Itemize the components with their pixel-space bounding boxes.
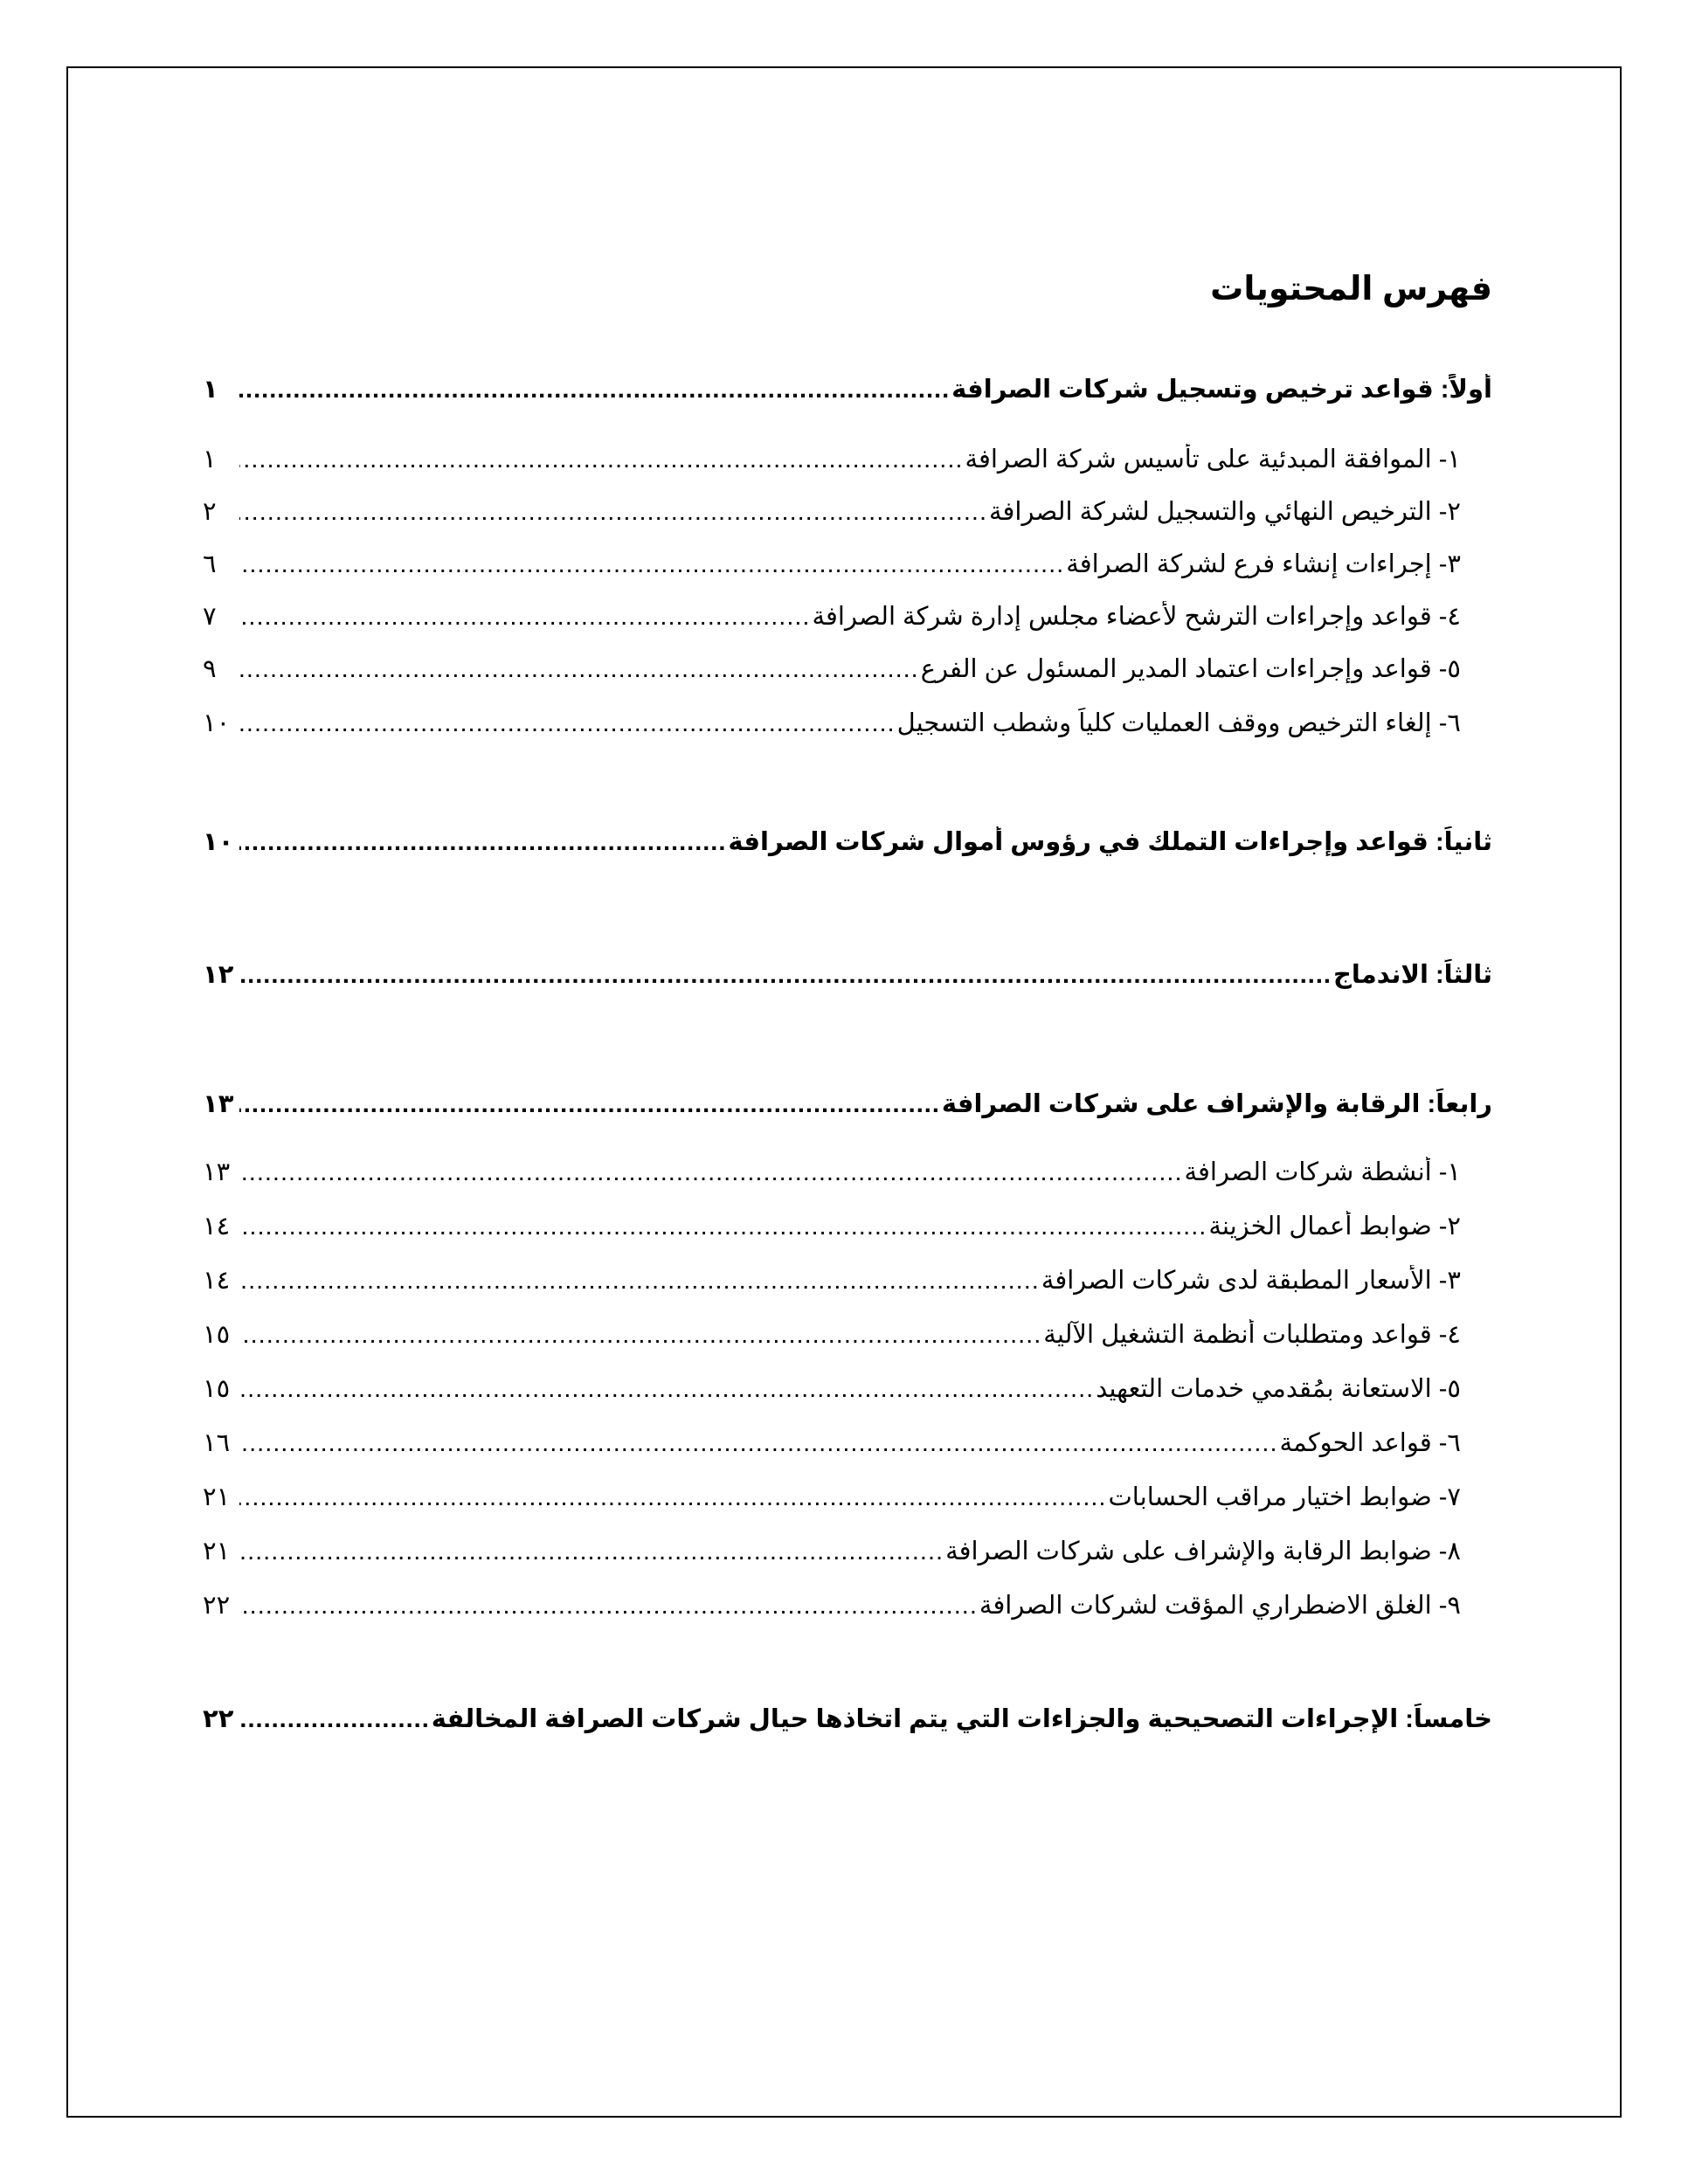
toc-entry-section-4[interactable] — [203, 1089, 1492, 1130]
toc-entry-page: ٩ — [203, 655, 217, 683]
toc-entry-text: ثالثاً: الاندماج — [1332, 961, 1492, 989]
toc-entry-text: ٣- إجراءات إنشاء فرع لشركة الصرافة — [1066, 550, 1461, 578]
toc-entry-1-3[interactable] — [203, 549, 1461, 591]
toc-entry-4-3[interactable] — [203, 1265, 1461, 1307]
toc-entry-text: ٤- قواعد ومتطلبات أنظمة التشغيل الآلية — [1043, 1321, 1461, 1349]
toc-leader-dots — [239, 961, 1332, 990]
toc-entry-text: ٩- الغلق الاضطراري المؤقت لشركات الصرافة — [979, 1592, 1461, 1620]
toc-entry-4-1[interactable] — [203, 1157, 1461, 1199]
toc-entry-page: ٦ — [203, 550, 217, 578]
toc-entry-4-8[interactable] — [203, 1536, 1461, 1578]
toc-entry-page: ٢١ — [203, 1538, 231, 1565]
toc-entry-page: ١٤ — [203, 1267, 231, 1295]
toc-entry-text: ٦- إلغاء الترخيص ووقف العمليات كلياً وشطب التسجيل — [896, 709, 1461, 737]
toc-entry-page: ٢ — [203, 498, 217, 526]
toc-entry-text: ١- أنشطة شركات الصرافة — [1184, 1158, 1461, 1186]
toc-entry-page: ١٠ — [203, 709, 231, 737]
toc-entry-1-1[interactable] — [203, 444, 1461, 486]
toc-entry-1-4[interactable] — [203, 601, 1461, 643]
toc-entry-4-7[interactable] — [203, 1482, 1461, 1524]
toc-entry-text: ٦- قواعد الحوكمة — [1279, 1429, 1461, 1457]
toc-entry-page: ٢٢ — [203, 1592, 231, 1620]
toc-entry-text: أولاً: قواعد ترخيص وتسجيل شركات الصرافة — [951, 376, 1492, 404]
toc-entry-text: ٨- ضوابط الرقابة والإشراف على شركات الصرافة — [945, 1538, 1461, 1565]
toc-leader-dots — [239, 1213, 1207, 1241]
toc-entry-section-1[interactable] — [203, 374, 1492, 416]
toc-entry-text: خامساً: الإجراءات التصحيحية والجزاءات التي يتم اتخاذها حيال شركات الصرافة المخالفة — [431, 1705, 1492, 1733]
toc-entry-text: ٢- الترخيص النهائي والتسجيل لشركة الصرافة — [989, 498, 1461, 526]
toc-entry-page: ١٣ — [203, 1158, 231, 1186]
toc-leader-dots — [239, 828, 726, 857]
toc-entry-text: ٥- الاستعانة بمُقدمي خدمات التعهيد — [1096, 1375, 1461, 1403]
toc-entry-4-9[interactable] — [203, 1590, 1461, 1632]
toc-entry-4-5[interactable] — [203, 1373, 1461, 1415]
toc-entry-text: ٣- الأسعار المطبقة لدى شركات الصرافة — [1041, 1267, 1461, 1295]
toc-entry-page: ١٠ — [203, 828, 234, 856]
toc-title: فهرس المحتويات — [1210, 271, 1492, 308]
toc-leader-dots — [239, 1705, 430, 1734]
toc-entry-page: ١٦ — [203, 1429, 231, 1457]
toc-leader-dots — [239, 1158, 1183, 1187]
toc-leader-dots — [239, 498, 987, 527]
toc-entry-4-4[interactable] — [203, 1319, 1461, 1361]
toc-entry-text: ٥- قواعد وإجراءات اعتماد المدير المسئول عن الفرع — [920, 655, 1461, 683]
toc-leader-dots — [239, 603, 810, 632]
toc-leader-dots — [239, 1592, 978, 1621]
toc-entry-page: ٢٢ — [203, 1705, 234, 1733]
toc-leader-dots — [239, 550, 1064, 579]
toc-leader-dots — [239, 446, 963, 474]
toc-leader-dots — [239, 1321, 1041, 1350]
toc-entry-1-2[interactable] — [203, 496, 1461, 538]
toc-leader-dots — [239, 1375, 1094, 1404]
toc-entry-4-2[interactable] — [203, 1211, 1461, 1253]
toc-entry-page: ٧ — [203, 603, 217, 631]
toc-entry-page: ١٥ — [203, 1375, 231, 1403]
toc-leader-dots — [239, 709, 896, 738]
toc-entry-1-6[interactable] — [203, 708, 1461, 750]
toc-entry-page: ١٥ — [203, 1321, 231, 1349]
toc-entry-page: ١ — [203, 446, 217, 473]
toc-entry-page: ١ — [203, 376, 218, 404]
toc-leader-dots — [239, 1483, 1106, 1512]
toc-entry-text: ٢- ضوابط أعمال الخزينة — [1208, 1213, 1461, 1241]
toc-leader-dots — [239, 376, 950, 404]
toc-entry-section-3[interactable] — [203, 959, 1492, 1001]
toc-entry-text: ٤- قواعد وإجراءات الترشح لأعضاء مجلس إدارة شركة الصرافة — [812, 603, 1461, 631]
toc-entry-page: ١٤ — [203, 1213, 231, 1241]
toc-entry-page: ٢١ — [203, 1483, 231, 1511]
toc-entry-section-2[interactable] — [203, 826, 1492, 868]
toc-entry-section-5[interactable] — [203, 1704, 1492, 1745]
toc-entry-text: ١- الموافقة المبدئية على تأسيس شركة الصرافة — [965, 446, 1461, 473]
toc-entry-page: ١٢ — [203, 961, 234, 989]
toc-leader-dots — [239, 1538, 944, 1566]
toc-entry-page: ١٣ — [203, 1090, 234, 1118]
toc-entry-text: ثانياً: قواعد وإجراءات التملك في رؤوس أموال شركات الصرافة — [728, 828, 1492, 856]
toc-leader-dots — [239, 1429, 1278, 1458]
toc-leader-dots — [239, 1267, 1040, 1296]
toc-leader-dots — [239, 1090, 940, 1119]
toc-entry-1-5[interactable] — [203, 653, 1461, 695]
toc-entry-text: رابعاً: الرقابة والإشراف على شركات الصرافة — [941, 1090, 1492, 1118]
toc-leader-dots — [239, 655, 919, 684]
toc-entry-text: ٧- ضوابط اختيار مراقب الحسابات — [1108, 1483, 1461, 1511]
toc-entry-4-6[interactable] — [203, 1427, 1461, 1469]
